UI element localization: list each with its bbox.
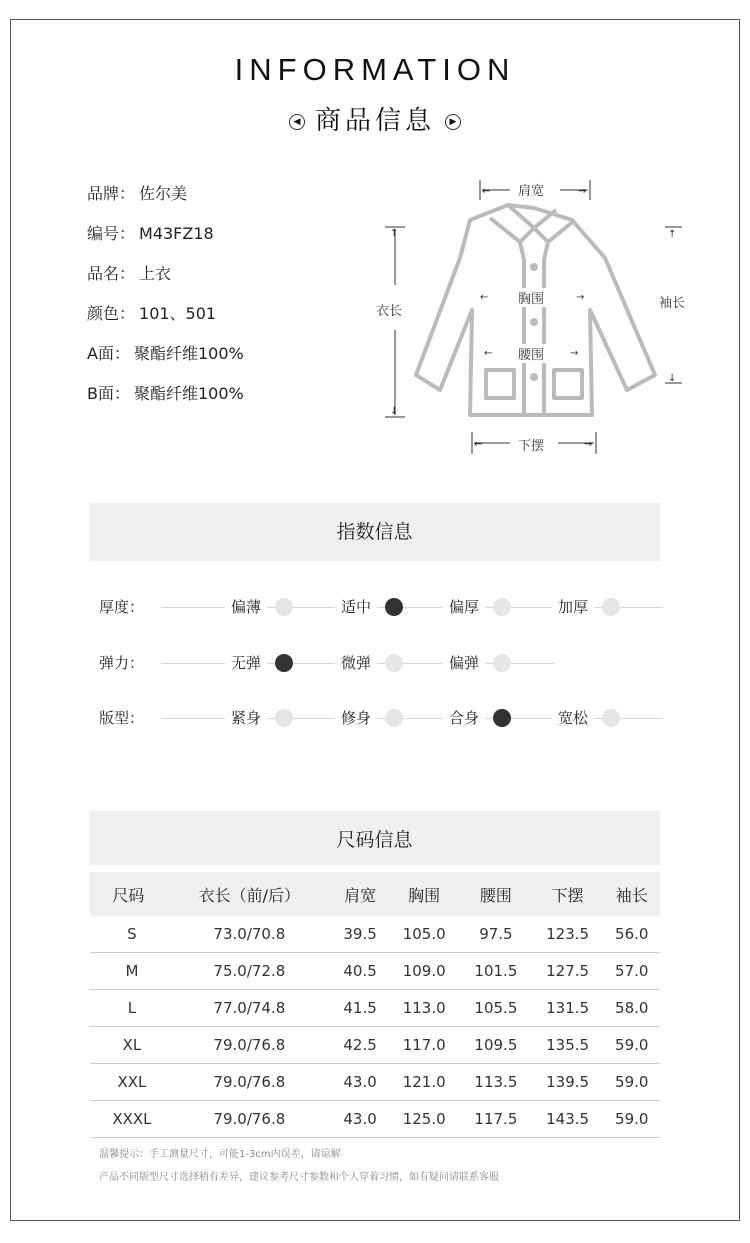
label-waist: 腰围 bbox=[516, 344, 546, 363]
svg-text:↓: ↓ bbox=[668, 373, 677, 384]
info-value: 101、501 bbox=[139, 304, 217, 323]
table-cell: XXL bbox=[90, 1064, 167, 1101]
table-cell: XL bbox=[90, 1027, 167, 1064]
svg-text:→: → bbox=[570, 348, 579, 359]
table-cell: 79.0/76.8 bbox=[167, 1027, 332, 1064]
table-cell: 79.0/76.8 bbox=[167, 1064, 332, 1101]
svg-text:←: ← bbox=[480, 292, 489, 303]
table-cell: L bbox=[90, 990, 167, 1027]
table-header-cell: 尺码 bbox=[90, 872, 167, 916]
index-option: 无弹 bbox=[225, 652, 267, 673]
table-header-cell: 胸围 bbox=[388, 872, 460, 916]
table-cell: 77.0/74.8 bbox=[167, 990, 332, 1027]
index-label: 版型： bbox=[99, 709, 145, 727]
table-header-cell: 肩宽 bbox=[332, 872, 388, 916]
size-table bbox=[90, 872, 660, 1138]
right-arrow-icon: ▶ bbox=[445, 114, 461, 130]
index-option: 加厚 bbox=[552, 596, 594, 617]
jacket-outline-icon bbox=[370, 170, 710, 460]
index-dot-selected bbox=[385, 598, 403, 616]
svg-text:→: → bbox=[578, 186, 587, 197]
table-cell: 41.5 bbox=[332, 990, 388, 1027]
index-row-elasticity bbox=[99, 648, 669, 678]
svg-text:→: → bbox=[584, 439, 593, 450]
index-dot-unselected bbox=[493, 598, 511, 616]
table-header-cell: 袖长 bbox=[603, 872, 660, 916]
table-cell: 105.5 bbox=[460, 990, 532, 1027]
info-key: 编号： bbox=[87, 224, 136, 243]
table-cell: 79.0/76.8 bbox=[167, 1101, 332, 1138]
title-chinese-wrap bbox=[0, 100, 750, 137]
label-hem: 下摆 bbox=[516, 435, 546, 454]
table-cell: 43.0 bbox=[332, 1064, 388, 1101]
index-label: 弹力： bbox=[99, 654, 145, 672]
table-cell: 105.0 bbox=[388, 916, 460, 953]
index-dot-unselected bbox=[602, 709, 620, 727]
table-cell: 57.0 bbox=[603, 953, 660, 990]
index-dot-selected bbox=[493, 709, 511, 727]
table-cell: 97.5 bbox=[460, 916, 532, 953]
svg-text:↓: ↓ bbox=[390, 406, 399, 417]
index-dot-unselected bbox=[385, 654, 403, 672]
index-option: 偏厚 bbox=[443, 596, 485, 617]
table-row bbox=[90, 990, 660, 1027]
table-row bbox=[90, 1027, 660, 1064]
table-cell: 121.0 bbox=[388, 1064, 460, 1101]
index-option: 适中 bbox=[335, 596, 377, 617]
info-key: 颜色： bbox=[87, 304, 136, 323]
svg-text:↑: ↑ bbox=[390, 228, 399, 239]
info-row-name bbox=[87, 260, 244, 300]
table-cell: 135.5 bbox=[532, 1027, 604, 1064]
table-cell: 75.0/72.8 bbox=[167, 953, 332, 990]
index-section-title: 指数信息 bbox=[89, 503, 660, 561]
info-row-a-side bbox=[87, 340, 244, 380]
info-value: 佐尔美 bbox=[139, 184, 188, 203]
table-cell: S bbox=[90, 916, 167, 953]
index-dot-unselected bbox=[275, 709, 293, 727]
svg-text:←: ← bbox=[474, 439, 483, 450]
table-cell: 42.5 bbox=[332, 1027, 388, 1064]
index-dot-unselected bbox=[602, 598, 620, 616]
table-cell: 113.5 bbox=[460, 1064, 532, 1101]
table-cell: 113.0 bbox=[388, 990, 460, 1027]
table-cell: 109.0 bbox=[388, 953, 460, 990]
table-cell: 127.5 bbox=[532, 953, 604, 990]
table-cell: 43.0 bbox=[332, 1101, 388, 1138]
left-arrow-icon: ◀ bbox=[289, 114, 305, 130]
table-row bbox=[90, 1101, 660, 1138]
index-option: 紧身 bbox=[225, 707, 267, 728]
table-cell: 123.5 bbox=[532, 916, 604, 953]
index-option: 偏弹 bbox=[443, 652, 485, 673]
table-cell: 109.5 bbox=[460, 1027, 532, 1064]
table-cell: M bbox=[90, 953, 167, 990]
table-cell: 117.0 bbox=[388, 1027, 460, 1064]
table-cell: 139.5 bbox=[532, 1064, 604, 1101]
product-info bbox=[87, 180, 244, 420]
svg-text:←: ← bbox=[482, 186, 491, 197]
svg-text:→: → bbox=[576, 292, 585, 303]
size-section-title: 尺码信息 bbox=[89, 811, 660, 865]
info-value: 上衣 bbox=[139, 264, 172, 283]
table-cell: 125.0 bbox=[388, 1101, 460, 1138]
table-header-cell: 衣长（前/后） bbox=[167, 872, 332, 916]
svg-text:←: ← bbox=[484, 348, 493, 359]
info-row-color bbox=[87, 300, 244, 340]
table-cell: 39.5 bbox=[332, 916, 388, 953]
svg-text:↑: ↑ bbox=[668, 229, 677, 240]
index-option: 微弹 bbox=[335, 652, 377, 673]
index-dot-unselected bbox=[275, 598, 293, 616]
table-header-cell: 下摆 bbox=[532, 872, 604, 916]
table-cell: 40.5 bbox=[332, 953, 388, 990]
info-value: 聚酯纤维100% bbox=[133, 384, 244, 403]
index-row-thickness bbox=[99, 592, 669, 622]
table-row bbox=[90, 953, 660, 990]
table-cell: XXXL bbox=[90, 1101, 167, 1138]
table-cell: 117.5 bbox=[460, 1101, 532, 1138]
table-cell: 59.0 bbox=[603, 1027, 660, 1064]
info-key: 品名： bbox=[87, 264, 136, 283]
index-option: 修身 bbox=[335, 707, 377, 728]
info-value: M43FZ18 bbox=[139, 224, 214, 243]
title-chinese: 商品信息 bbox=[314, 106, 435, 136]
note-line-1: 温馨提示：手工测量尺寸，可能1-3cm内误差，请谅解 bbox=[99, 1149, 341, 1160]
info-key: A面： bbox=[87, 344, 130, 363]
index-label: 厚度： bbox=[99, 598, 145, 616]
table-row bbox=[90, 916, 660, 953]
table-cell: 58.0 bbox=[603, 990, 660, 1027]
title-english: INFORMATION bbox=[234, 52, 516, 87]
table-row bbox=[90, 1064, 660, 1101]
index-dot-selected bbox=[275, 654, 293, 672]
table-header-row bbox=[90, 872, 660, 916]
index-option: 宽松 bbox=[552, 707, 594, 728]
table-cell: 131.5 bbox=[532, 990, 604, 1027]
note-line-2: 产品不同版型尺寸选择稍有差异，建议参考尺寸参数和个人穿着习惯，如有疑问请联系客服 bbox=[99, 1172, 499, 1183]
table-header-cell: 腰围 bbox=[460, 872, 532, 916]
table-cell: 101.5 bbox=[460, 953, 532, 990]
garment-diagram bbox=[370, 170, 710, 460]
label-shoulder: 肩宽 bbox=[516, 180, 546, 199]
index-row-fit bbox=[99, 703, 669, 733]
info-value: 聚酯纤维100% bbox=[133, 344, 244, 363]
table-cell: 143.5 bbox=[532, 1101, 604, 1138]
info-key: B面： bbox=[87, 384, 130, 403]
info-row-code bbox=[87, 220, 244, 260]
label-chest: 胸围 bbox=[516, 288, 546, 307]
table-cell: 59.0 bbox=[603, 1064, 660, 1101]
table-cell: 59.0 bbox=[603, 1101, 660, 1138]
index-option: 偏薄 bbox=[225, 596, 267, 617]
table-cell: 56.0 bbox=[603, 916, 660, 953]
table-cell: 73.0/70.8 bbox=[167, 916, 332, 953]
label-sleeve: 袖长 bbox=[657, 292, 687, 311]
label-length: 衣长 bbox=[374, 300, 404, 319]
index-dot-unselected bbox=[493, 654, 511, 672]
index-option: 合身 bbox=[443, 707, 485, 728]
info-key: 品牌： bbox=[87, 184, 136, 203]
info-row-brand bbox=[87, 180, 244, 220]
info-row-b-side bbox=[87, 380, 244, 420]
index-dot-unselected bbox=[385, 709, 403, 727]
